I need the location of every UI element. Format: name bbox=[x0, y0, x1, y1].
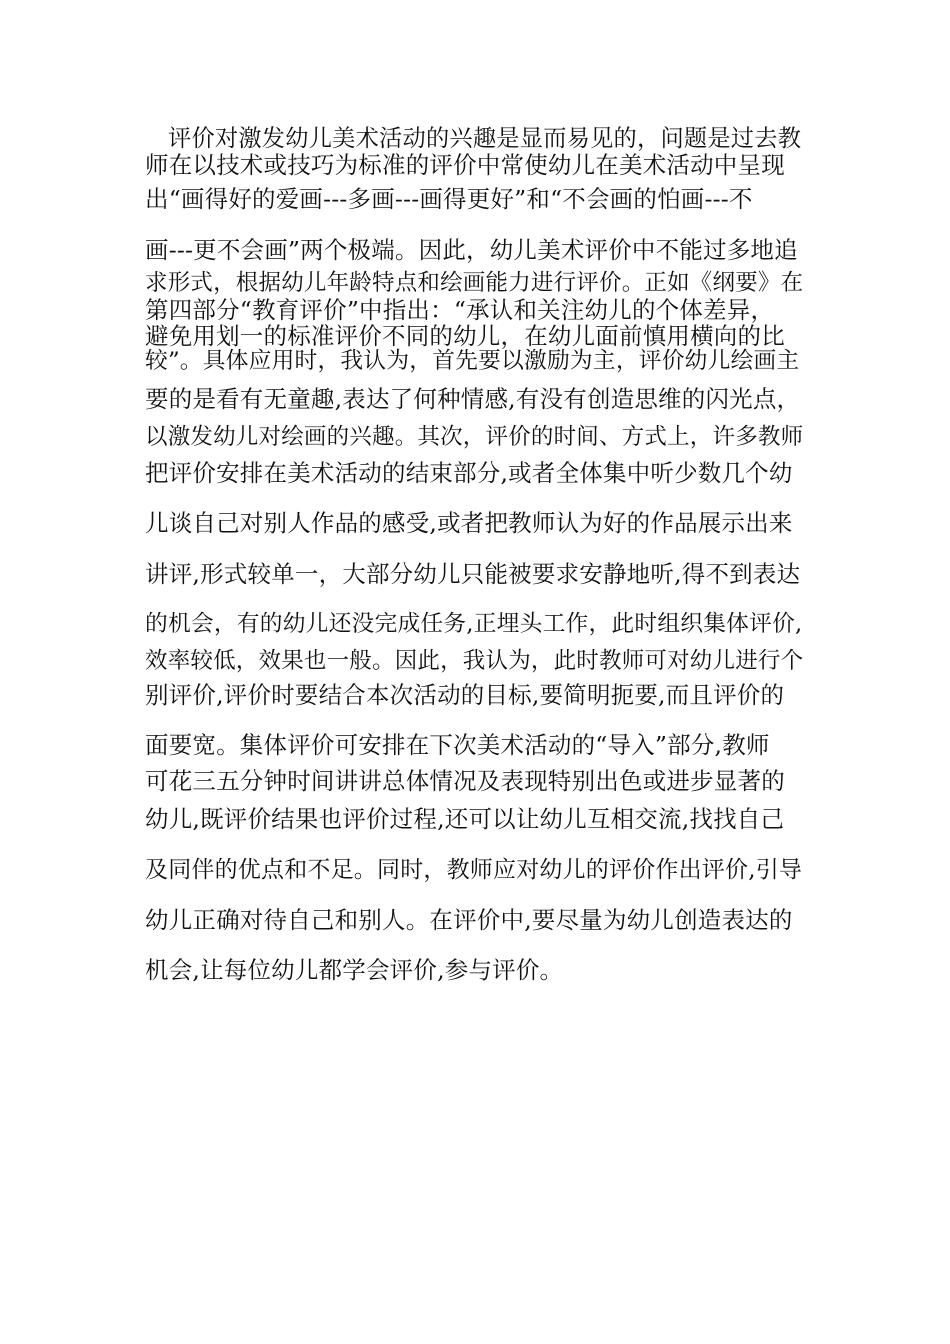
paragraph-line: 面要宽。集体评价可安排在下次美术活动的“导入”部分,教师 bbox=[145, 731, 770, 759]
paragraph-line: 出“画得好的爱画---多画---画得更好”和“不会画的怕画---不 bbox=[145, 185, 753, 213]
paragraph-line: 第四部分“教育评价”中指出：“承认和关注幼儿的个体差异， bbox=[145, 296, 775, 324]
paragraph-line: 可花三五分钟时间讲讲总体情况及表现特别出色或进步显著的 bbox=[145, 767, 785, 795]
paragraph-line: 及同伴的优点和不足。同时，教师应对幼儿的评价作出评价,引导 bbox=[145, 857, 803, 883]
paragraph-line: 幼儿正确对待自己和别人。在评价中,要尽量为幼儿创造表达的 bbox=[145, 906, 793, 934]
paragraph-line: 效率较低，效果也一般。因此，我认为，此时教师可对幼儿进行个 bbox=[145, 648, 804, 674]
paragraph-line: 较”。具体应用时，我认为，首先要以激励为主，评价幼儿绘画主 bbox=[145, 348, 800, 374]
paragraph-line: 别评价,评价时要结合本次活动的目标,要简明扼要,而且评价的 bbox=[145, 681, 785, 709]
paragraph-line: 师在以技术或技巧为标准的评价中常使幼儿在美术活动中呈现 bbox=[145, 151, 785, 179]
paragraph-line: 评价对激发幼儿美术活动的兴趣是显而易见的，问题是过去教 bbox=[168, 125, 802, 152]
paragraph-line: 求形式，根据幼儿年龄特点和绘画能力进行评价。正如《纲要》在 bbox=[145, 270, 804, 296]
paragraph-line: 避免用划一的标准评价不同的幼儿，在幼儿面前慎用横向的比 bbox=[145, 322, 785, 350]
paragraph-line: 的机会，有的幼儿还没完成任务,正埋头工作，此时组织集体评价, bbox=[145, 611, 803, 637]
paragraph-line: 把评价安排在美术活动的结束部分,或者全体集中听少数几个幼 bbox=[145, 459, 793, 487]
paragraph-line: 儿谈自己对别人作品的感受,或者把教师认为好的作品展示出来 bbox=[145, 509, 793, 537]
paragraph-line: 机会,让每位幼儿都学会评价,参与评价。 bbox=[145, 956, 564, 984]
paragraph-line: 幼儿,既评价结果也评价过程,还可以让幼儿互相交流,找找自己 bbox=[145, 805, 785, 833]
paragraph-line: 以激发幼儿对绘画的兴趣。其次，评价的时间、方式上，许多教师 bbox=[145, 424, 804, 450]
paragraph-line: 要的是看有无童趣,表达了何种情感,有没有创造思维的闪光点， bbox=[145, 385, 801, 413]
paragraph-line: 讲评,形式较单一，大部分幼儿只能被要求安静地听,得不到表达 bbox=[145, 560, 801, 588]
paragraph-line: 画---更不会画”两个极端。因此，幼儿美术评价中不能过多地追 bbox=[145, 236, 798, 264]
